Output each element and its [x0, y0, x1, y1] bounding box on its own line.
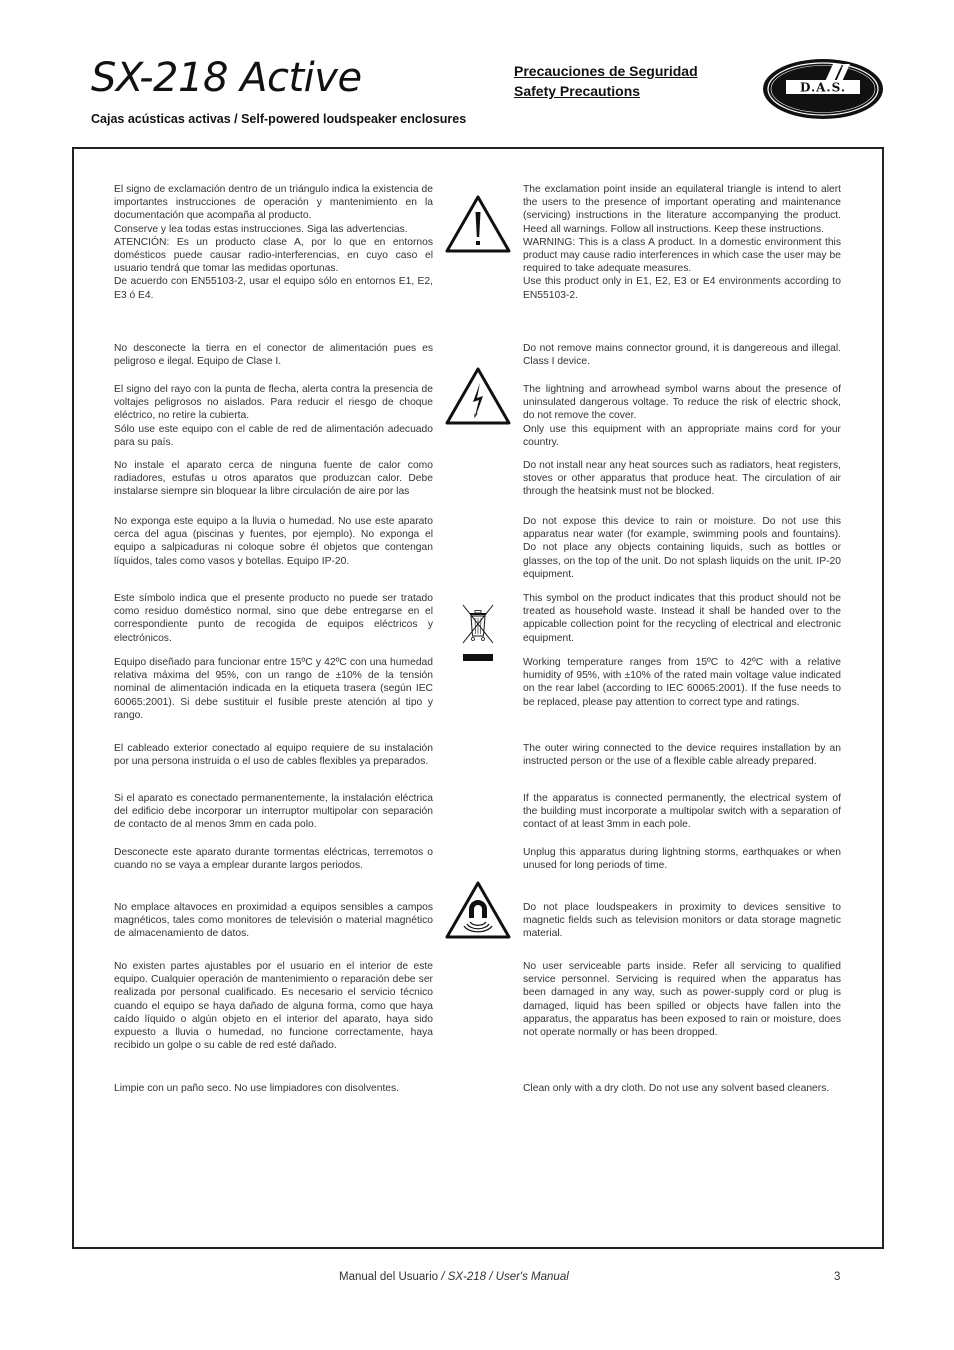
paragraph: No emplace altavoces en proximidad a equipos sensibles a campos magnéticos, tales como monitores de televisión o material magnético de almacenamiento de datos.	[114, 902, 433, 940]
paragraph: El cableado exterior conectado al equipo requiere de su instalación por una persona instruida o el uso de cables flexibles ya preparados.	[114, 743, 433, 768]
block-2-en	[523, 342, 841, 368]
paragraph: The lightning and arrowhead symbol warns about the presence of uninsulated dangerous voltage. To reduce the risk of electric shock, do not remove the cover.	[523, 384, 841, 422]
paragraph: This symbol on the product indicates that this product should not be treated as household waste. Instead it shall be handed over to the appicable collection point for the recycling of electrical and electronic equipment.	[523, 593, 841, 644]
footer-model: SX-218	[447, 1271, 487, 1283]
block-11-es	[114, 901, 433, 941]
paragraph: El signo del rayo con la punta de flecha, alerta contra la presencia de voltajes peligrosos no aislados. Para reducir el riesgo de choque eléctrico, no retire la cubierta.	[114, 384, 433, 422]
paragraph: No existen partes ajustables por el usuario en el interior de este equipo. Cualquier operación de mantenimiento o reparación debe ser realizada por personal cualificado. Es necesario el servicio técnico cuando el equipo se haya dañado de alguna forma, como que haya caído líquido o algún objeto en el interior del aparato, haya sido expuesto a lluvia o humedad, no funcione correctamente, haya recibido un golpe o su cable de red esté dañado.	[114, 961, 433, 1052]
paragraph: ATENCIÓN: Es un producto clase A, por lo que en entornos domésticos puede causar radio-interferencias, en cuyo caso el usuario tendrá que tomar las medidas oportunas.	[114, 236, 433, 275]
weee-bin-icon	[459, 603, 497, 663]
block-12-en	[523, 960, 841, 1039]
paragraph: Desconecte este aparato durante tormentas eléctricas, terremotos o cuando no se vaya a emplear durante largos periodos.	[114, 847, 433, 872]
section-title-es: Precauciones de Seguridad	[514, 63, 698, 79]
block-12-es	[114, 960, 433, 1052]
paragraph: El signo de exclamación dentro de un triángulo indica la existencia de importantes instrucciones de operación y mantenimiento en la documentación que acompaña al producto.	[114, 184, 433, 222]
block-10-es	[114, 846, 433, 872]
block-8-es	[114, 742, 433, 768]
footer-separator: /	[486, 1271, 496, 1283]
logo-text: D.A.S.	[799, 80, 847, 95]
exclamation-warning-icon	[444, 194, 512, 254]
block-11-en	[523, 901, 841, 941]
block-1-en	[523, 183, 841, 302]
paragraph: No user serviceable parts inside. Refer all servicing to qualified service personnel. Servicing is required when the apparatus has been damaged in any way, such as power-supply cord or plug is damaged, liquid has been spilled or objects have fallen into the apparatus, the apparatus has been exposed to rain or moisture, does not operate normally or has been dropped.	[523, 961, 841, 1039]
block-6-en	[523, 592, 841, 645]
block-6-es	[114, 592, 433, 645]
paragraph: Working temperature ranges from 15ºC to 42ºC with a relative humidity of 95%, with ±10% of the rated main voltage value indicated on the rear label (according to IEC 60065:2001). If the fuse needs to be replaced, please pay attention to correct type and ratings.	[523, 657, 841, 708]
block-5-es	[114, 515, 433, 568]
block-7-es	[114, 656, 433, 722]
document-title: SX-218 Active	[91, 55, 362, 101]
block-10-en	[523, 846, 841, 872]
paragraph: Equipo diseñado para funcionar entre 15ºC y 42ºC con una humedad relativa máxima del 95%, con un rango de ±10% de la tensión nominal de alimentación indicada en la etiqueta trasera (según IEC 60065:2001). Si debe sustituir el fusible preste atención al tipo y rango.	[114, 657, 433, 721]
block-4-en	[523, 459, 841, 499]
block-9-en	[523, 792, 841, 832]
paragraph: Do not place loudspeakers in proximity to devices sensitive to magnetic fields such as television monitors or data storage magnetic material.	[523, 902, 841, 940]
paragraph: Unplug this apparatus during lightning storms, earthquakes or when unused for long periods of time.	[523, 847, 841, 872]
magnetic-field-warning-icon	[444, 880, 512, 940]
paragraph: Limpie con un paño seco. No use limpiadores con disolventes.	[114, 1083, 400, 1094]
paragraph: Only use this equipment with an appropriate mains cord for your country.	[523, 423, 841, 448]
block-5-en	[523, 515, 841, 581]
paragraph: Do not remove mains connector ground, it is dangereous and illegal. Class I device.	[523, 343, 841, 368]
paragraph: Este símbolo indica que el presente producto no puede ser tratado como residuo doméstico normal, sino que debe entregarse en el correspondiente punto de recogida de equipos eléctricos y electrónicos.	[114, 593, 433, 644]
paragraph: If the apparatus is connected permanently, the electrical system of the building must incorporate a multipolar switch with a separation of contact of at least 3mm in each pole.	[523, 793, 841, 831]
document-subtitle: Cajas acústicas activas / Self-powered loudspeaker enclosures	[91, 112, 467, 126]
paragraph: Use this product only in E1, E2, E3 or E4 environments according to EN55103-2.	[523, 276, 841, 301]
block-13-es	[114, 1082, 433, 1095]
block-7-en	[523, 656, 841, 709]
footer-manual-en: User's Manual	[495, 1271, 569, 1283]
paragraph: The outer wiring connected to the device requires installation by an instructed person or the use of a flexible cable already prepared.	[523, 743, 841, 768]
block-13-en	[523, 1082, 841, 1095]
block-2-es	[114, 342, 433, 368]
block-4-es	[114, 459, 433, 499]
paragraph: No instale el aparato cerca de ninguna fuente de calor como radiadores, estufas u otros aparatos que produzcan calor. Debe instalarse siempre sin bloquear la libre circulación de aire por las	[114, 460, 433, 498]
block-9-es	[114, 792, 433, 832]
block-3-en	[523, 383, 841, 449]
paragraph: Do not expose this device to rain or moisture. Do not use this apparatus near water (for example, swimming pools and fountains). Do not place any objects containing liquids, such as bottles or glasses, on the top of the unit. Do not splash liquids on the unit. IP-20 equipment.	[523, 516, 841, 580]
block-3-es	[114, 383, 433, 449]
block-1-es	[114, 183, 433, 302]
footer-manual-label	[339, 1271, 569, 1283]
paragraph: Do not install near any heat sources such as radiators, heat registers, stoves or other apparatus that produce heat. The circulation of air through the heatsink must not be blocked.	[523, 460, 841, 498]
page-number: 3	[834, 1271, 841, 1283]
paragraph: No exponga este equipo a la lluvia o humedad. No use este aparato cerca del agua (piscinas y fuentes, por ejemplo). No exponga el equipo a salpicaduras ni coloque sobre él objetos que contengan líquidos, tales como vasos y botellas. Equipo IP-20.	[114, 516, 433, 567]
footer-manual-es: Manual del Usuario	[339, 1271, 439, 1283]
paragraph: Clean only with a dry cloth. Do not use any solvent based cleaners.	[523, 1083, 830, 1094]
paragraph: De acuerdo con EN55103-2, usar el equipo sólo en entornos E1, E2, E3 ó E4.	[114, 276, 433, 301]
paragraph: Conserve y lea todas estas instrucciones. Siga las advertencias.	[114, 223, 408, 235]
paragraph: The exclamation point inside an equilateral triangle is intend to alert the users to the presence of important operating and maintenance (servicing) instructions in the literature accompanying the product. Heed all warnings. Follow all instructions. Keep these instructions.	[523, 184, 841, 235]
paragraph: Si el aparato es conectado permanentemente, la instalación eléctrica del edificio debe incorporar un interruptor multipolar con separación de contacto de al menos 3mm en cada polo.	[114, 793, 433, 831]
section-title-en: Safety Precautions	[514, 83, 641, 99]
paragraph: Sólo use este equipo con el cable de red de alimentación adecuado para su país.	[114, 423, 433, 448]
paragraph: No desconecte la tierra en el conector de alimentación pues es peligroso e ilegal. Equipo de Clase I.	[114, 343, 433, 368]
footer-separator: /	[438, 1271, 448, 1283]
paragraph: WARNING: This is a class A product. In a domestic environment this product may cause radio interferences in which case the user may be required to take adequate measures.	[523, 236, 841, 275]
lightning-warning-icon	[444, 366, 512, 426]
das-logo	[762, 58, 884, 120]
block-8-en	[523, 742, 841, 768]
